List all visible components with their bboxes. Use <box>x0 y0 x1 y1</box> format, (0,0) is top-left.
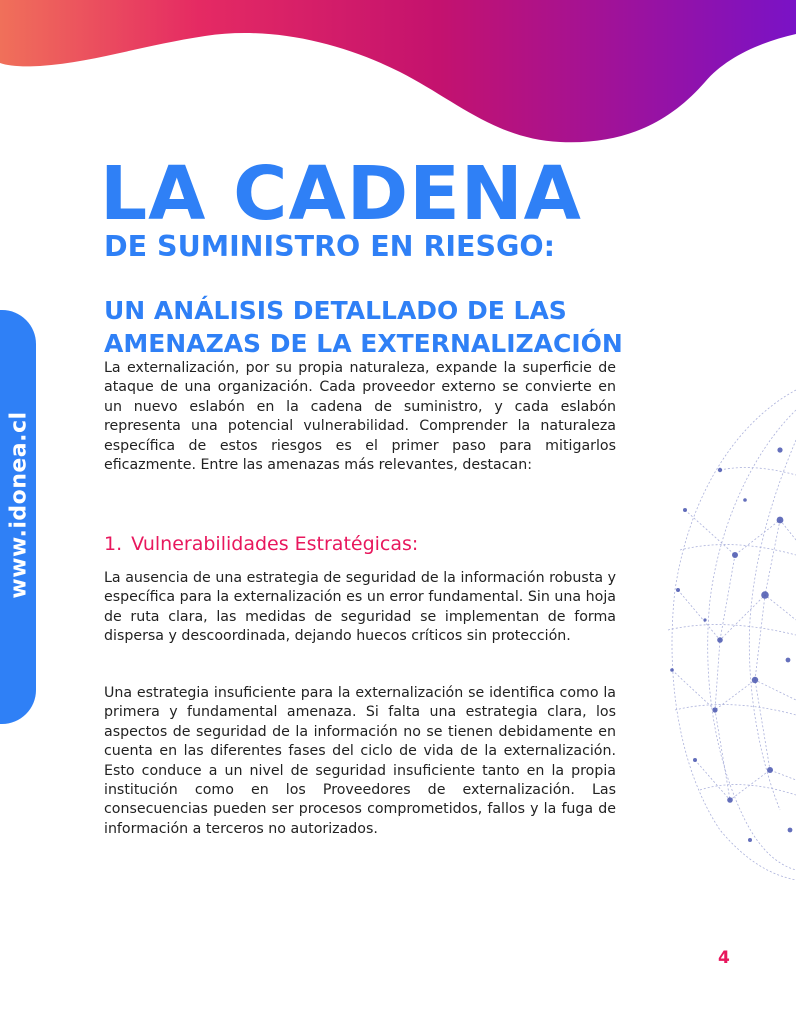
section-paragraph-2: Una estrategia insuficiente para la externalización se identifica como la primera y fundamental amenaza. Si falta una estrategia clara, los aspectos de seguridad de la información no se tienen debidamente en cuenta en las diferentes fases del ciclo de vida de la externalización. Esto conduce a un nivel de seguridad insuficiente tanto en la propia institución como en los Proveedores de externalización. Las consecuencias pueden ser procesos comprometidos, fallos y la fuga de información a terceros no autorizados. <box>104 685 616 837</box>
section-title: Vulnerabilidades Estratégicas: <box>131 533 419 555</box>
section-paragraph-1: La ausencia de una estrategia de seguridad de la información robusta y específica para la externalización es un error fundamental. Sin una hoja de ruta clara, las medidas de seguridad se implementan de forma dispersa y descoordinada, dejando huecos críticos sin protección. <box>104 570 616 645</box>
page-number: 4 <box>718 948 730 968</box>
website-url[interactable]: www.idonea.cl <box>6 411 32 599</box>
page-title: LA CADENA <box>100 151 582 237</box>
page-title-sub: DE SUMINISTRO EN RIESGO: <box>104 230 556 263</box>
network-globe-icon <box>660 380 796 880</box>
intro-paragraph: La externalización, por su propia naturaleza, expande la superficie de ataque de una organización. Cada proveedor externo se convierte en un nuevo eslabón en la cadena de suministro, y cada eslabón representa una potencial vulnerabilidad. Comprender la naturaleza específica de estos riesgos es el primer paso para mitigarlos eficazmente. Entre las amenazas más relevantes, destacan: <box>104 360 616 474</box>
section-number: 1. <box>104 533 123 555</box>
subtitle-line-2: AMENAZAS DE LA EXTERNALIZACIÓN <box>104 329 623 358</box>
header-wave-decoration <box>0 0 796 150</box>
section-heading <box>104 531 418 557</box>
subtitle <box>104 294 623 360</box>
subtitle-line-1: UN ANÁLISIS DETALLADO DE LAS <box>104 296 567 325</box>
